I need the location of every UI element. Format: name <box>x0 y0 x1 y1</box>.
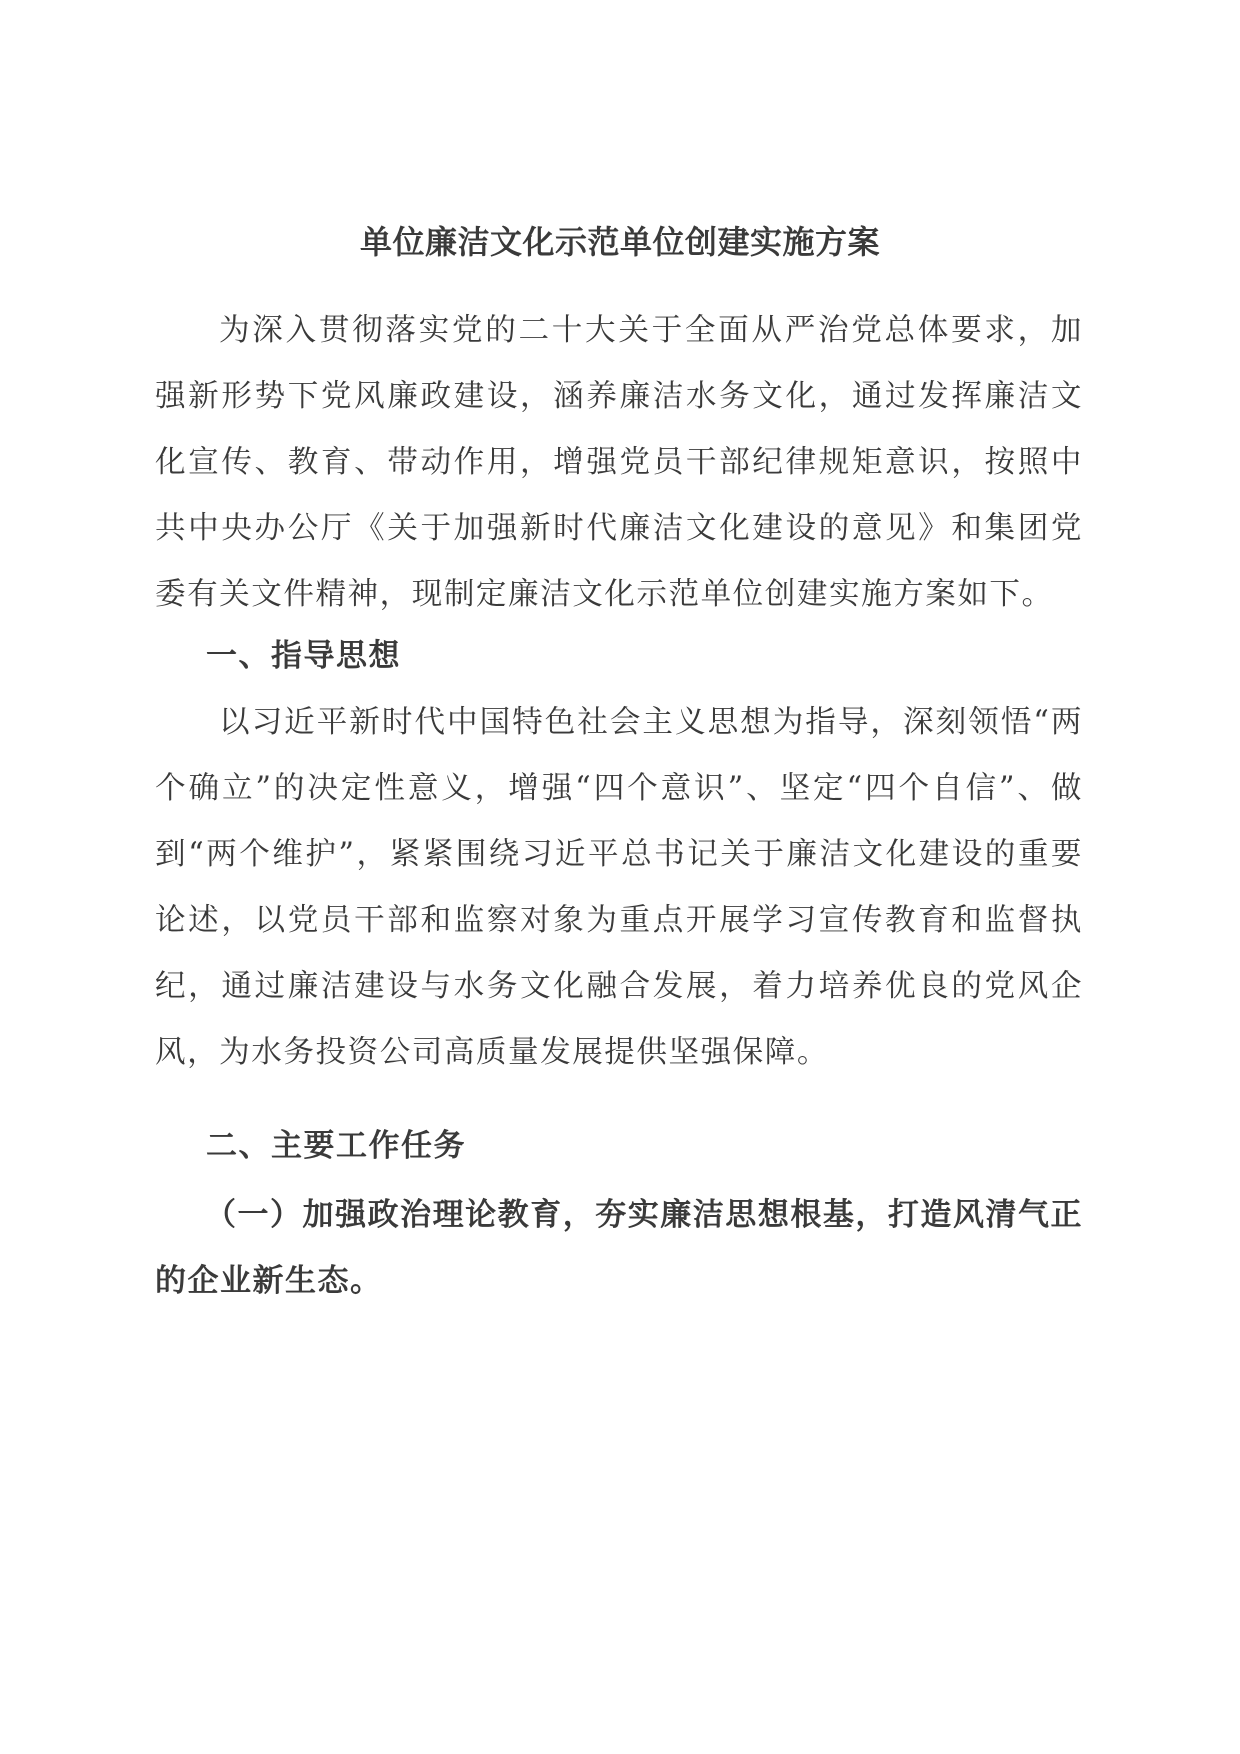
document-title: 单位廉洁文化示范单位创建实施方案 <box>359 223 880 261</box>
guiding-ideology-paragraph: 以习近平新时代中国特色社会主义思想为指导，深刻领悟“两个确立”的决定性意义，增强“四个意识”、坚定“四个自信”、做到“两个维护”，紧紧围绕习近平总书记关于廉洁文化建设的重要论述，以党员干部和监察对象为重点开展学习宣传教育和监督执纪，通过廉洁建设与水务文化融合发展，着力培养优良的党风企风，为水务投资公司高质量发展提供坚强保障。 <box>155 705 1083 1070</box>
section-heading-main-tasks: 二、主要工作任务 <box>206 1128 466 1164</box>
intro-paragraph: 为深入贯彻落实党的二十大关于全面从严治党总体要求，加强新形势下党风廉政建设，涵养廉洁水务文化，通过发挥廉洁文化宣传、教育、带动作用，增强党员干部纪律规矩意识，按照中共中央办公厅《关于加强新时代廉洁文化建设的意见》和集团党委有关文件精神，现制定廉洁文化示范单位创建实施方案如下。 <box>155 313 1083 612</box>
section-heading-guiding-ideology: 一、指导思想 <box>206 638 401 674</box>
subsection-heading-political-education: （一）加强政治理论教育，夯实廉洁思想根基，打造风清气正的企业新生态。 <box>155 1197 1083 1299</box>
